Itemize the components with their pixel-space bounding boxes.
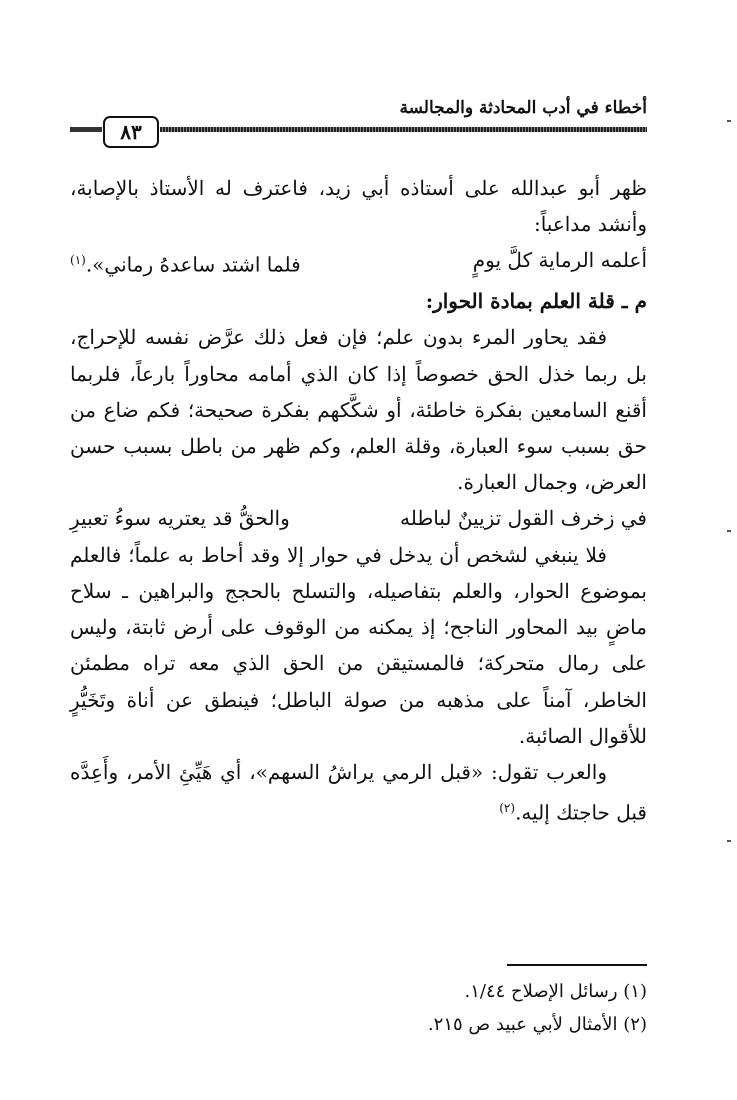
verse-text: فلما اشتد ساعدهُ رماني». — [85, 253, 301, 278]
paragraph: فقد يحاور المرء بدون علم؛ فإن فعل ذلك عرَّض نفسه للإحراج، بل ربما خذل الحق خصوصاً إذا كان الذي أمامه محاوراً بارعاً، فلربما أقنع السامعين بفكرة خاطئة، أو شكَّكهم بفكرة صحيحة؛ فكم ضاع من حق بسبب سوء العبارة، وقلة العلم، وكم ظهر من باطل بسبب حسن العرض، وجمال العبارة. — [70, 325, 647, 495]
paragraph — [70, 754, 647, 831]
verse-hemistich-right: أعلمه الرماية كلَّ يومٍ — [472, 248, 647, 273]
paragraph-text: والعرب تقول: «قبل الرمي يراشُ السهم»، أي هَيِّئِ الأمر، وأَعِدَّه قبل حاجتك إليه. — [70, 759, 647, 825]
verse — [70, 500, 647, 536]
verse — [70, 242, 647, 283]
scan-mark — [727, 840, 731, 842]
header-rule-left — [70, 127, 102, 132]
scan-mark — [727, 120, 731, 122]
running-title: أخطاء في أدب المحادثة والمجالسة — [399, 98, 647, 118]
paragraph: فلا ينبغي لشخص أن يدخل في حوار إلا وقد أحاط به علماً؛ فالعلم بموضوع الحوار، والعلم بتفاصيله، والتسلح بالحجج والبراهين ـ سلاح ماضٍ بيد المحاور الناجح؛ إذ يمكنه من الوقوف على أرض ثابتة، وليس على رمال متحركة؛ فالمستيقن من الحق الذي معه تراه مطمئن الخاطر، آمناً على مذهبه من صولة الباطل؛ فينطق عن أناة وتَخَيُّرٍ للأقوال الصائبة. — [70, 542, 647, 748]
footnote-ref: (١) — [70, 253, 86, 268]
footnote-ref: (٢) — [499, 801, 516, 816]
body-text — [70, 170, 647, 831]
scan-mark — [727, 530, 731, 532]
footnote-rule — [507, 964, 647, 966]
verse-hemistich-left — [70, 242, 301, 283]
footnotes — [70, 975, 647, 1041]
section-heading: م ـ قلة العلم بمادة الحوار: — [425, 289, 647, 314]
verse-hemistich-right: في زخرف القول تزيينٌ لباطله — [400, 506, 647, 531]
paragraph: ظهر أبو عبدالله على أستاذه أبي زيد، فاعترف له الأستاذ بالإصابة، وأنشد مداعباً: — [70, 176, 647, 237]
verse-hemistich-left: والحقُّ قد يعتريه سوءُ تعبيرِ — [70, 506, 290, 531]
page-number: ٨٣ — [103, 116, 159, 148]
footnote: (٢) الأمثال لأبي عبيد ص ٢١٥. — [427, 1014, 647, 1035]
footnote: (١) رسائل الإصلاح ١/٤٤. — [464, 981, 647, 1002]
header-rule — [160, 127, 647, 132]
